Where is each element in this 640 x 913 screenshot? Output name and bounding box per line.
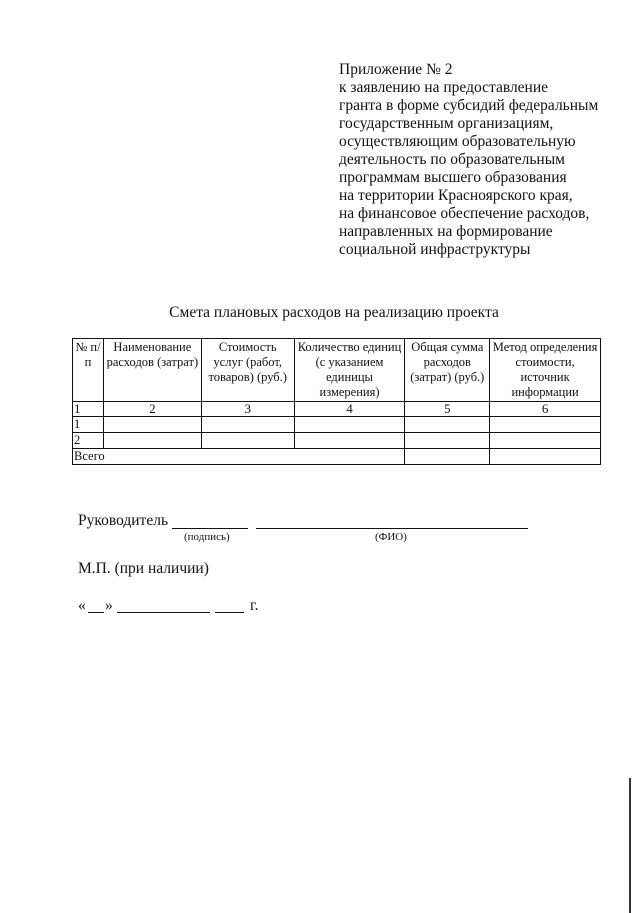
table-cell	[490, 449, 601, 465]
column-number: 6	[490, 402, 601, 417]
annex-line: деятельность по образовательным	[339, 151, 565, 168]
table-cell	[405, 433, 490, 449]
annex-line: осуществляющим образовательную	[339, 133, 576, 150]
column-number: 1	[73, 402, 104, 417]
table-cell	[103, 417, 201, 433]
annex-line: социальной инфраструктуры	[339, 241, 531, 258]
annex-block	[339, 61, 629, 259]
table-cell	[294, 417, 405, 433]
annex-line: на территории Красноярского края,	[339, 187, 573, 204]
table-cell	[103, 433, 201, 449]
column-header: № п/п	[73, 339, 104, 402]
signature-caption: (подпись)	[184, 531, 230, 543]
table-row	[73, 417, 601, 433]
column-header: Стоимость услуг (работ, товаров) (руб.)	[201, 339, 294, 402]
annex-line: на финансовое обеспечение расходов,	[339, 205, 590, 222]
table-cell	[490, 433, 601, 449]
column-header: Метод определения стоимости, источник информации	[490, 339, 601, 402]
annex-line: Приложение № 2	[339, 61, 453, 78]
stamp-label: М.П. (при наличии)	[78, 560, 209, 577]
column-number: 3	[201, 402, 294, 417]
annex-line: программам высшего образования	[339, 169, 567, 186]
column-header: Количество единиц (с указанием единицы измерения)	[294, 339, 405, 402]
column-number: 2	[103, 402, 201, 417]
signature-line	[172, 528, 248, 529]
date-year-line	[215, 612, 244, 613]
table-cell	[294, 433, 405, 449]
row-number: 1	[73, 417, 104, 433]
table-cell	[490, 417, 601, 433]
head-label: Руководитель	[78, 512, 169, 529]
budget-table	[72, 338, 601, 465]
total-label: Всего	[73, 449, 405, 465]
row-number: 2	[73, 433, 104, 449]
date-month-line	[117, 612, 210, 613]
name-caption: (ФИО)	[375, 531, 407, 543]
annex-line: к заявлению на предоставление	[339, 79, 549, 96]
column-number: 4	[294, 402, 405, 417]
table-cell	[405, 417, 490, 433]
column-header: Наименование расходов (затрат)	[103, 339, 201, 402]
name-line	[256, 528, 528, 529]
column-header: Общая сумма расходов (затрат) (руб.)	[405, 339, 490, 402]
annex-line: направленных на формирование	[339, 223, 553, 240]
table-title: Смета плановых расходов на реализацию проекта	[169, 304, 499, 321]
scan-edge-mark	[629, 778, 631, 913]
annex-line: гранта в форме субсидий федеральным	[339, 97, 599, 114]
date-open-quote: «	[78, 597, 86, 614]
date-close-quote: »	[105, 597, 113, 614]
column-number-row	[73, 402, 601, 417]
table-cell	[201, 433, 294, 449]
date-day-line	[88, 612, 104, 613]
table-cell	[201, 417, 294, 433]
total-row	[73, 449, 601, 465]
annex-line: государственным организациям,	[339, 115, 554, 132]
table-header-row	[73, 339, 601, 402]
table-row	[73, 433, 601, 449]
table-cell	[405, 449, 490, 465]
date-year-suffix: г.	[250, 597, 259, 614]
column-number: 5	[405, 402, 490, 417]
